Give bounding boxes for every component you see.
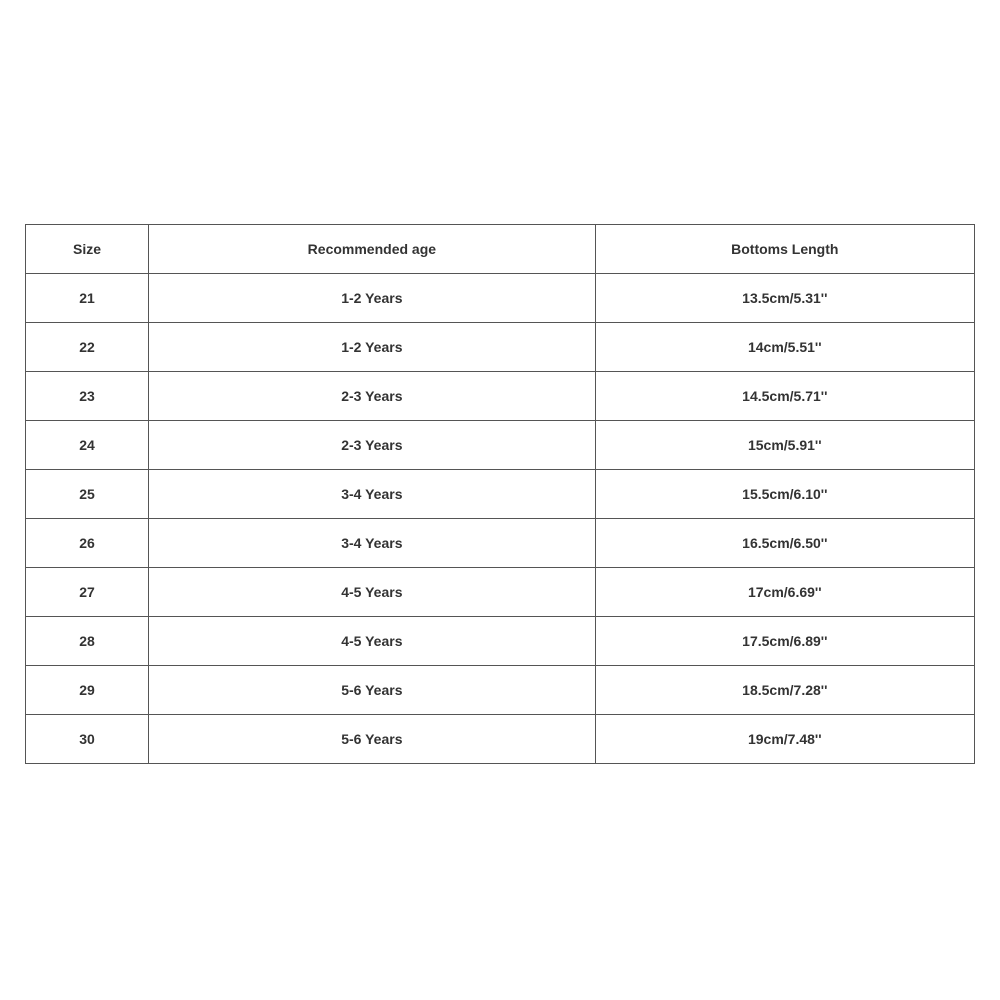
cell-size: 21 [26, 274, 149, 323]
cell-recommended-age: 2-3 Years [149, 421, 595, 470]
cell-size: 29 [26, 666, 149, 715]
table-row [26, 421, 975, 470]
cell-size: 25 [26, 470, 149, 519]
table-row [26, 568, 975, 617]
cell-recommended-age: 4-5 Years [149, 617, 595, 666]
header-size: Size [26, 225, 149, 274]
table-row [26, 519, 975, 568]
cell-bottoms-length: 14.5cm/5.71'' [595, 372, 974, 421]
cell-size: 28 [26, 617, 149, 666]
cell-size: 22 [26, 323, 149, 372]
cell-size: 30 [26, 715, 149, 764]
cell-size: 23 [26, 372, 149, 421]
table-row [26, 470, 975, 519]
table-row [26, 715, 975, 764]
cell-recommended-age: 3-4 Years [149, 519, 595, 568]
cell-bottoms-length: 14cm/5.51'' [595, 323, 974, 372]
cell-recommended-age: 5-6 Years [149, 666, 595, 715]
header-recommended-age: Recommended age [149, 225, 595, 274]
cell-bottoms-length: 15.5cm/6.10'' [595, 470, 974, 519]
cell-size: 24 [26, 421, 149, 470]
cell-bottoms-length: 17.5cm/6.89'' [595, 617, 974, 666]
cell-recommended-age: 2-3 Years [149, 372, 595, 421]
cell-recommended-age: 1-2 Years [149, 274, 595, 323]
cell-bottoms-length: 15cm/5.91'' [595, 421, 974, 470]
cell-size: 26 [26, 519, 149, 568]
table-row [26, 274, 975, 323]
cell-bottoms-length: 13.5cm/5.31'' [595, 274, 974, 323]
cell-recommended-age: 4-5 Years [149, 568, 595, 617]
cell-bottoms-length: 18.5cm/7.28'' [595, 666, 974, 715]
header-bottoms-length: Bottoms Length [595, 225, 974, 274]
cell-bottoms-length: 16.5cm/6.50'' [595, 519, 974, 568]
cell-size: 27 [26, 568, 149, 617]
table-row [26, 617, 975, 666]
cell-recommended-age: 5-6 Years [149, 715, 595, 764]
table-row [26, 372, 975, 421]
table-row [26, 666, 975, 715]
cell-bottoms-length: 17cm/6.69'' [595, 568, 974, 617]
cell-bottoms-length: 19cm/7.48'' [595, 715, 974, 764]
table-row [26, 323, 975, 372]
cell-recommended-age: 1-2 Years [149, 323, 595, 372]
size-chart-table [25, 224, 975, 764]
cell-recommended-age: 3-4 Years [149, 470, 595, 519]
table-header-row [26, 225, 975, 274]
